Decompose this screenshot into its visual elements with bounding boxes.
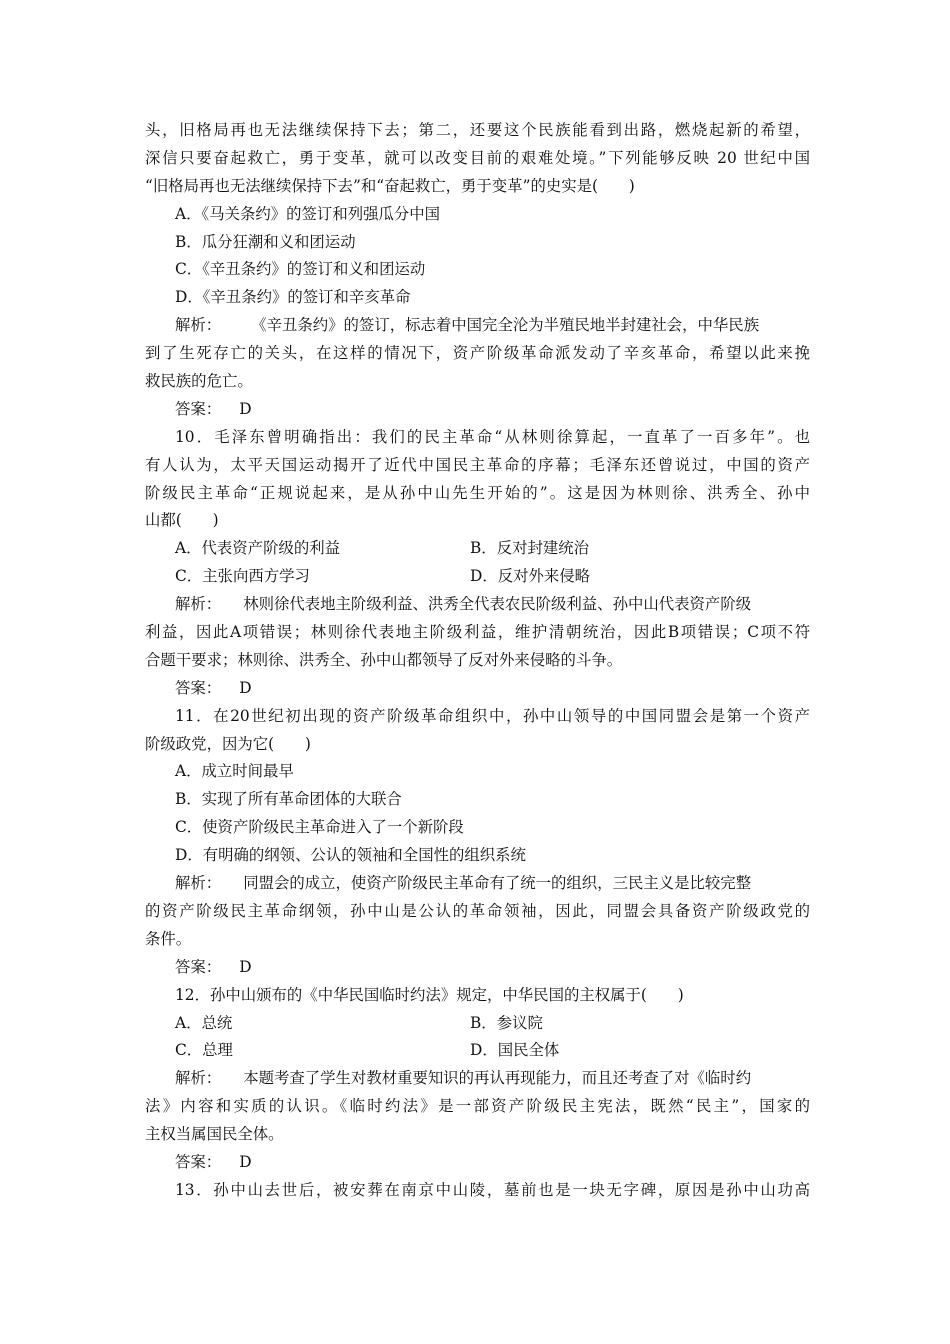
answer-line (145, 1149, 810, 1177)
option-d: D．有明确的纲领、公认的领袖和全国性的组织系统 (175, 846, 526, 865)
analysis-line (145, 591, 810, 619)
question-9 (145, 117, 810, 424)
answer-line (145, 396, 810, 424)
answer-value: D (239, 678, 252, 697)
question-stem-line: 13．孙中山去世后，被安葬在南京中山陵，墓前也是一块无字碑，原因是孙中山功高 (175, 1180, 810, 1199)
option-a: A．总统 (175, 1013, 233, 1032)
option-c: C．总理 (175, 1041, 233, 1060)
option-row (145, 535, 810, 563)
option-c: C．使资产阶级民主革命进入了一个新阶段 (175, 818, 464, 837)
analysis-text: 本题考查了学生对教材重要知识的再认再现能力，而且还考查了对《临时约 (243, 1069, 752, 1088)
question-stem-line: 阶级民主革命“正规说起来，是从孙中山先生开始的”。这是因为林则徐、洪秀全、孙中 (145, 483, 810, 502)
option-b: B．实现了所有革命团体的大联合 (175, 790, 402, 809)
option-d: D．《辛丑条约》的签订和辛亥革命 (175, 288, 411, 307)
question-13 (145, 1177, 810, 1205)
question-11 (145, 703, 810, 982)
option-b: B．参议院 (470, 1013, 543, 1032)
option-row (145, 563, 810, 591)
analysis-label: 解析： (175, 316, 222, 335)
option-b: B．瓜分狂潮和义和团运动 (175, 232, 356, 251)
option-b: B．反对封建统治 (470, 539, 590, 558)
question-stem-line: 深信只要奋起救亡，勇于变革，就可以改变目前的艰难处境。”下列能够反映 20 世纪中国 (145, 148, 810, 167)
analysis-line: 救民族的危亡。 (145, 372, 253, 391)
answer-value: D (239, 1152, 252, 1171)
question-stem-line: 阶级政党，因为它( ) (145, 734, 311, 753)
answer-value: D (239, 957, 252, 976)
answer-label: 答案： (175, 1152, 222, 1171)
answer-label: 答案： (175, 678, 222, 697)
analysis-label: 解析： (175, 1069, 222, 1088)
option-row (145, 1010, 810, 1038)
analysis-line: 条件。 (145, 929, 192, 948)
analysis-line (145, 870, 810, 898)
question-stem-line: 11．在20世纪初出现的资产阶级革命组织中，孙中山领导的中国同盟会是第一个资产 (175, 706, 810, 725)
option-a: A．《马关条约》的签订和列强瓜分中国 (175, 204, 441, 223)
answer-label: 答案： (175, 399, 222, 418)
document-page (145, 117, 810, 1205)
option-d: D．反对外来侵略 (470, 567, 591, 586)
question-stem-line: 有人认为，太平天国运动揭开了近代中国民主革命的序幕；毛泽东还曾说过，中国的资产 (145, 455, 810, 474)
answer-line (145, 675, 810, 703)
option-d: D．国民全体 (470, 1041, 560, 1060)
analysis-text: 《辛丑条约》的签订，标志着中国完全沦为半殖民地半封建社会，中华民族 (251, 316, 760, 335)
question-12 (145, 982, 810, 1177)
answer-line (145, 954, 810, 982)
analysis-line (145, 312, 810, 340)
question-stem-line: 12．孙中山颁布的《中华民国临时约法》规定，中华民国的主权属于( ) (175, 985, 684, 1004)
option-row (145, 1037, 810, 1065)
analysis-line: 到了生死存亡的关头，在这样的情况下，资产阶级革命派发动了辛亥革命，希望以此来挽 (145, 344, 810, 363)
question-stem-line: 10．毛泽东曾明确指出：我们的民主革命“从林则徐算起，一直革了一百多年”。也 (175, 427, 810, 446)
question-stem-line: “旧格局再也无法继续保持下去”和“奋起救亡，勇于变革”的史实是( ) (145, 176, 635, 195)
question-10 (145, 424, 810, 703)
analysis-line: 的资产阶级民主革命纲领，孙中山是公认的革命领袖，因此，同盟会具备资产阶级政党的 (145, 901, 810, 920)
analysis-text: 林则徐代表地主阶级利益、洪秀全代表农民阶级利益、孙中山代表资产阶级 (243, 595, 752, 614)
question-stem-line: 头，旧格局再也无法继续保持下去；第二，还要这个民族能看到出路，燃烧起新的希望， (145, 121, 810, 139)
analysis-line: 主权当属国民全体。 (145, 1125, 284, 1144)
analysis-label: 解析： (175, 595, 222, 614)
answer-value: D (239, 399, 252, 418)
analysis-line: 合题干要求；林则徐、洪秀全、孙中山都领导了反对外来侵略的斗争。 (145, 650, 623, 669)
analysis-line (145, 1065, 810, 1093)
analysis-line: 法》内容和实质的认识。《临时约法》是一部资产阶级民主宪法，既然“民主”，国家的 (145, 1097, 810, 1116)
analysis-line: 利益，因此A项错误；林则徐代表地主阶级利益，维护清朝统治，因此B项错误；C项不符 (145, 623, 810, 642)
analysis-label: 解析： (175, 874, 222, 893)
question-stem-line: 山都( ) (145, 511, 219, 530)
analysis-text: 同盟会的成立，使资产阶级民主革命有了统一的组织，三民主义是比较完整 (243, 874, 752, 893)
option-c: C．《辛丑条约》的签订和义和团运动 (175, 260, 426, 279)
option-a: A．成立时间最早 (175, 762, 294, 781)
option-c: C．主张向西方学习 (175, 567, 310, 586)
answer-label: 答案： (175, 957, 222, 976)
option-a: A．代表资产阶级的利益 (175, 539, 341, 558)
